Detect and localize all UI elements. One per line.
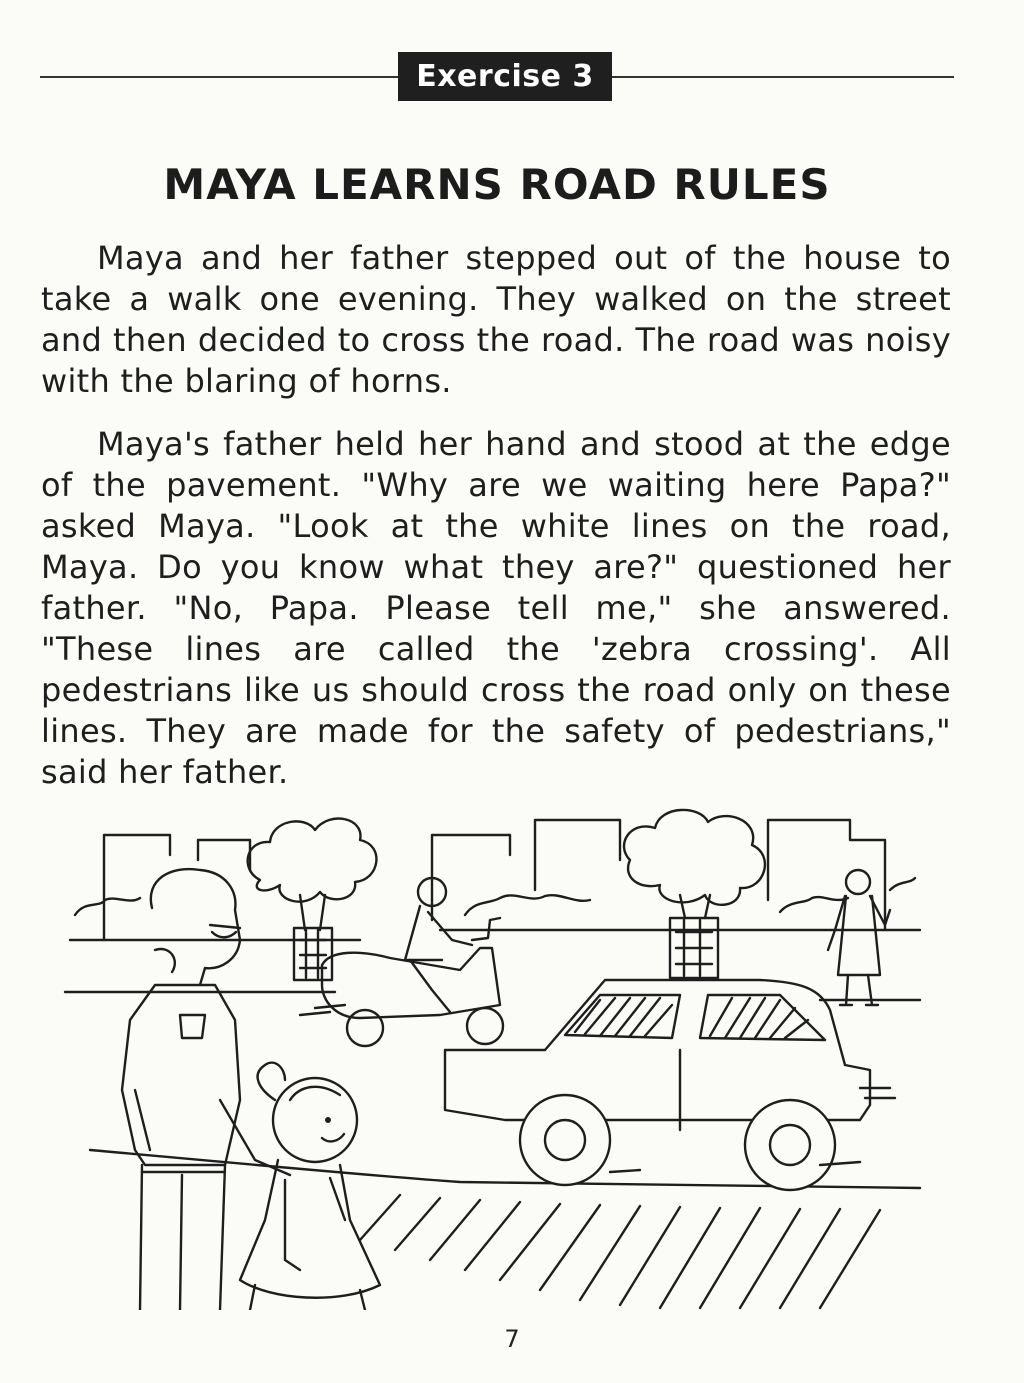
father-figure (122, 869, 290, 1310)
pedestrian-figure (828, 870, 890, 1005)
girl-figure (240, 1063, 380, 1310)
zebra-crossing-stripes (360, 1195, 880, 1308)
background-buildings (104, 820, 885, 940)
page-number: 7 (504, 1325, 520, 1353)
road-edge-far (70, 930, 920, 940)
paragraph-1: Maya and her father stepped out of the house to take a walk one evening. They walked on the street and then decided to cross the road. The road was noisy with the blaring of horns. (41, 239, 951, 400)
car (445, 980, 895, 1190)
tree-right (624, 810, 765, 978)
bushes-left (75, 898, 140, 915)
bushes-middle (465, 895, 590, 915)
header-rule-left (40, 76, 398, 78)
header-rule-right (612, 76, 954, 78)
scooter-rider (300, 878, 503, 1046)
paragraph-2: Maya's father held her hand and stood at the edge of the pavement. "Why are we waiting here Papa?" asked Maya. "Look at the white lines on the road, Maya. Do you know what they are?" questioned her father. "No, Papa. Please tell me," she answered. "These lines are called the 'zebra crossing'. All pedestrians like us should cross the road only on these lines. They are made for the safety of pedestrians," said her father. (41, 425, 951, 791)
story-title: MAYA LEARNS ROAD RULES (163, 160, 831, 209)
street-crossing-illustration (60, 800, 940, 1310)
exercise-label: Exercise 3 (398, 52, 612, 101)
bushes-right (780, 878, 915, 912)
road-edge-middle (65, 992, 920, 1000)
tree-left (248, 819, 377, 980)
